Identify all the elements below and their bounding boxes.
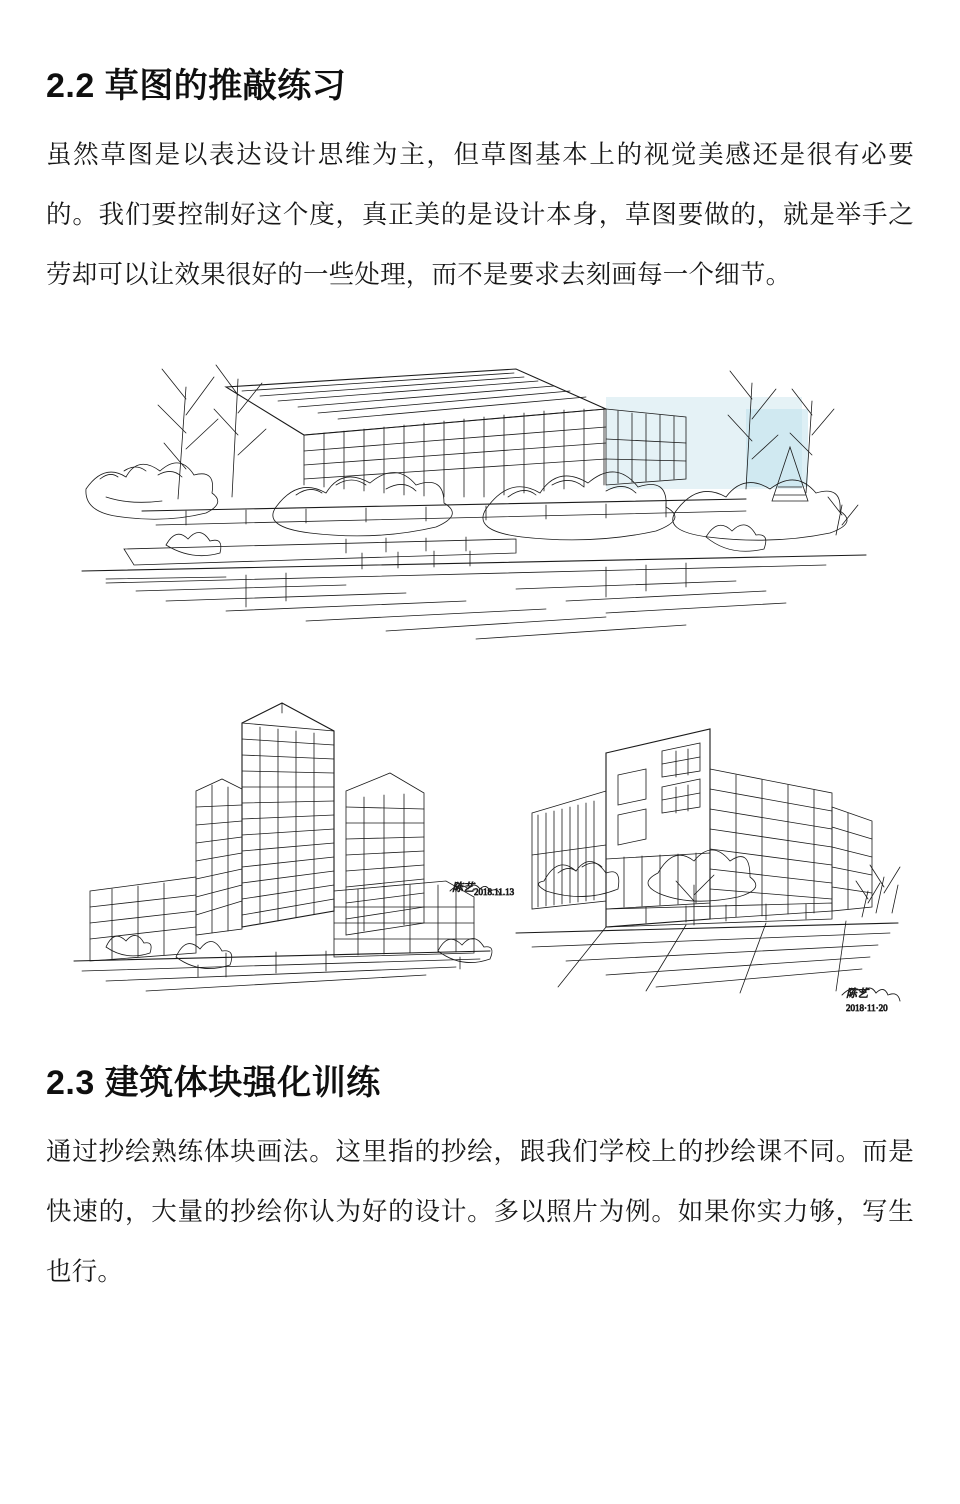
paragraph-section-2-3: 通过抄绘熟练体块画法。这里指的抄绘，跟我们学校上的抄绘课不同。而是快速的，大量的抄绘你认为好的设计。多以照片为例。如果你实力够，写生也行。 — [46, 1138, 914, 1286]
waterfront-pavilion-sketch — [46, 339, 914, 669]
artist-signature-right: 陈艺 — [846, 988, 868, 1000]
artist-date-left: 2018.11.13 — [474, 887, 515, 897]
paragraph-section-2-2: 虽然草图是以表达设计思维为主，但草图基本上的视觉美感还是很有必要的。我们要控制好这个度，真正美的是设计本身，草图要做的，就是举手之劳却可以让效果很好的一些处理，而不是要求去刻画每一个细节。 — [46, 141, 914, 289]
page-title-section-2-2: 2.2 草图的推敲练习 — [46, 67, 347, 105]
massing-sketch-pair — [46, 695, 914, 1045]
artist-date-right: 2018·11·20 — [846, 1003, 888, 1013]
artist-signature-left: 陈艺 — [452, 882, 474, 894]
page-title-section-2-3: 2.3 建筑体块强化训练 — [46, 1064, 381, 1102]
